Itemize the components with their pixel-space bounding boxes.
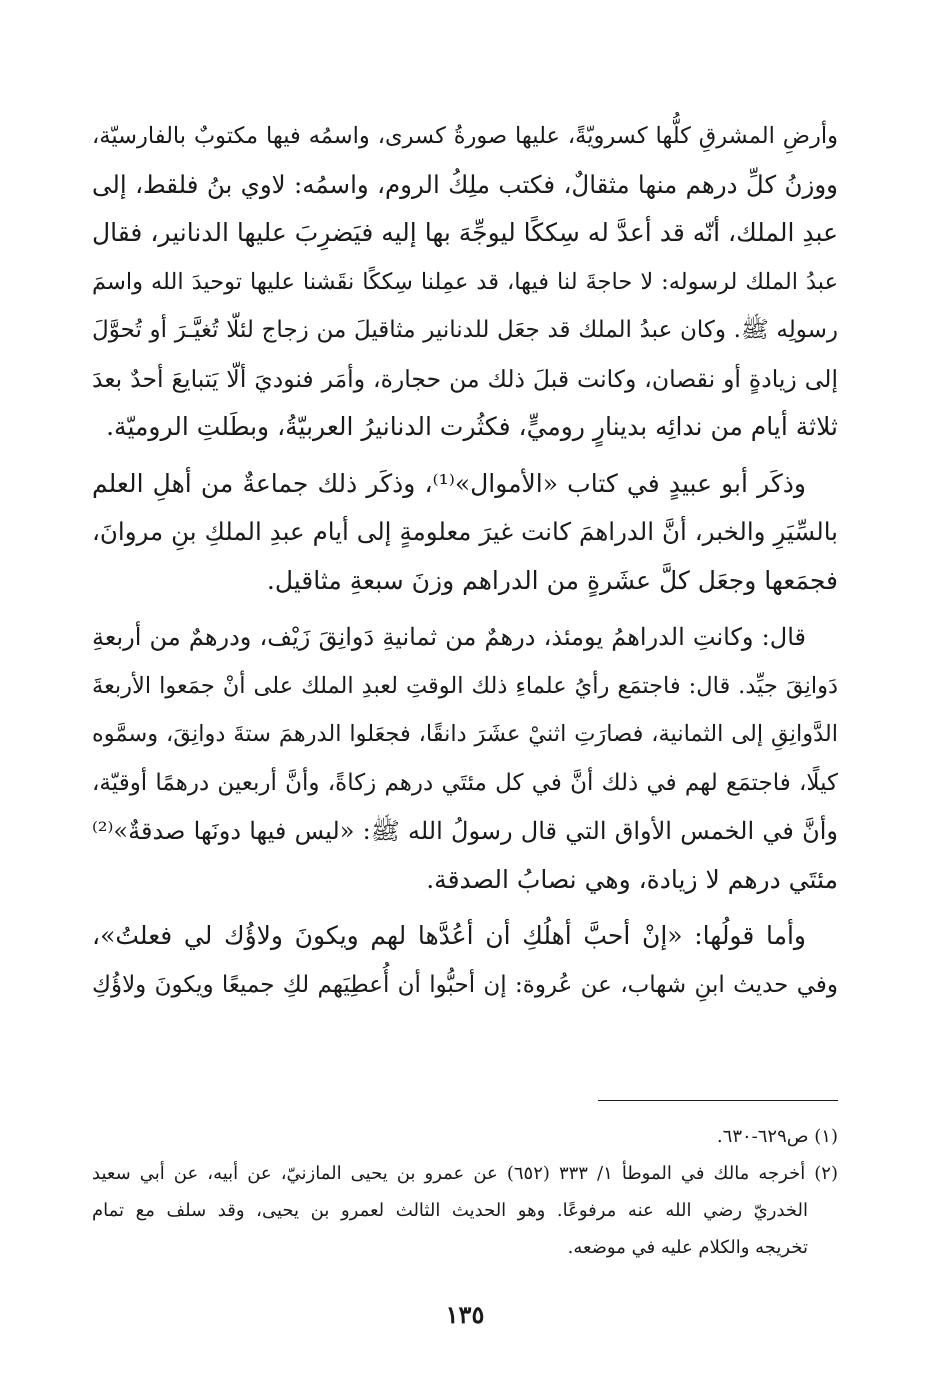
text-line: وأما قولُها: «إنْ أحبَّ أهلُكِ أن أعُدَّها لهم ويكونَ ولاؤُك لي فعلتُ»، [92, 921, 806, 950]
text-line: الدَّوانِقِ إلى الثمانية، فصارَتِ اثنيْ عشَرَ دانقًا، فجعَلوا الدرهمَ ستةَ دوانِقَ، وسمَّوه [92, 721, 838, 747]
text-line: عبدِ الملك، أنّه قد أعدَّ له سِككًا ليوجِّهَ بها إليه فيَضرِبَ عليها الدنانير، فقال [92, 218, 838, 247]
footnote-line: (١) ص٦٢٩-٦٣٠. [716, 1126, 838, 1147]
text-line: قال: وكانتِ الدراهمُ يومئذ، درهمٌ من ثمانيةِ دَوانِقَ زَيْف، ودرهمٌ من أربعةِ [92, 623, 806, 651]
paragraph-1 [92, 112, 838, 452]
text-line: وذكَر أبو عبيدٍ في كتاب «الأموال»⁽¹⁾، وذكَر ذلك جماعةٌ من أهلِ العلم [92, 468, 806, 498]
footnote-2 [92, 1155, 838, 1266]
text-line: وأرضِ المشرقِ كلُّها كسرويّةً، عليها صورةُ كسرى، واسمُه فيها مكتوبٌ بالفارسيّة، [92, 123, 838, 149]
text-line: رسولِه ﷺ. وكان عبدُ الملك قد جعَل للدنانير مثاقيلَ من زجاج لئلّا تُغيَّـرَ أو تُحوَّلَ [92, 317, 838, 343]
paragraph-3 [92, 613, 838, 904]
paragraph-4 [92, 912, 838, 1009]
footnote-line: (٢) أخرجه مالك في الموطأ ١/ ٣٣٣ (٦٥٢) عن عمرو بن يحيى المازنيّ، عن أبيه، عن أبي سعيد [92, 1163, 838, 1184]
page-number: ١٣٥ [445, 1300, 485, 1329]
text-line: ثلاثة أيام من ندائِه بدينارٍ روميٍّ، فكثُرت الدنانيرُ العربيّةُ، وبطَلتِ الروميّة. [106, 412, 838, 441]
footnote-1 [92, 1118, 838, 1155]
footnote-separator [598, 1100, 838, 1101]
paragraph-2 [92, 460, 838, 606]
footnotes-block [92, 1118, 838, 1266]
text-line: مئتَي درهم لا زيادة، وهي نصابُ الصدقة. [426, 864, 838, 894]
footnote-line: الخدريّ رضي الله عنه مرفوعًا. وهو الحديث الثالث لعمرو بن يحيى، وقد سلف مع تمام [92, 1200, 808, 1221]
text-line: فجمَعها وجعَل كلَّ عشَرةٍ من الدراهم وزنَ سبعةِ مثاقيل. [266, 565, 838, 595]
text-line: عبدُ الملك لرسوله: لا حاجةَ لنا فيها، قد عمِلنا سِككًا نقَشنا عليها توحيدَ الله واسمَ [92, 268, 838, 295]
text-line: دَوانِقَ جيِّد. قال: فاجتمَع رأيُ علماءِ ذلك الوقتِ لعبدِ الملك على أنْ جمَعوا الأربعةَ [92, 672, 838, 699]
footnote-line: تخريجه والكلام عليه في موضعه. [567, 1237, 808, 1258]
text-line: وفي حديث ابنِ شهاب، عن عُروة: إن أحبُّوا أن أُعطِيَهم لكِ جميعًا ويكونَ ولاؤُكِ [92, 971, 838, 998]
text-line: إلى زيادةٍ أو نقصان، وكانت قبلَ ذلك من حجارة، وأمَر فنوديَ ألّا يَتبايعَ أحدٌ بعدَ [92, 364, 838, 393]
text-line: وأنَّ في الخمس الأواق التي قال رسولُ الله ﷺ: «ليس فيها دونَها صدقةٌ»⁽²⁾ [92, 817, 838, 845]
text-line: ووزنُ كلِّ درهم منها مثقالٌ، فكتب ملِكُ الروم، واسمُه: لاوي بنُ فلقط، إلى [92, 169, 838, 199]
text-line: كيلًا، فاجتمَع لهم في ذلك أنَّ في كل مئتَي درهم زكاةً، وأنَّ أربعين درهمًا أوقيّة، [92, 769, 838, 796]
text-line: بالسِّيَرِ والخبر، أنَّ الدراهمَ كانت غيرَ معلومةٍ إلى أيام عبدِ الملكِ بنِ مروانَ، [92, 517, 838, 546]
main-text-block [92, 112, 838, 1009]
